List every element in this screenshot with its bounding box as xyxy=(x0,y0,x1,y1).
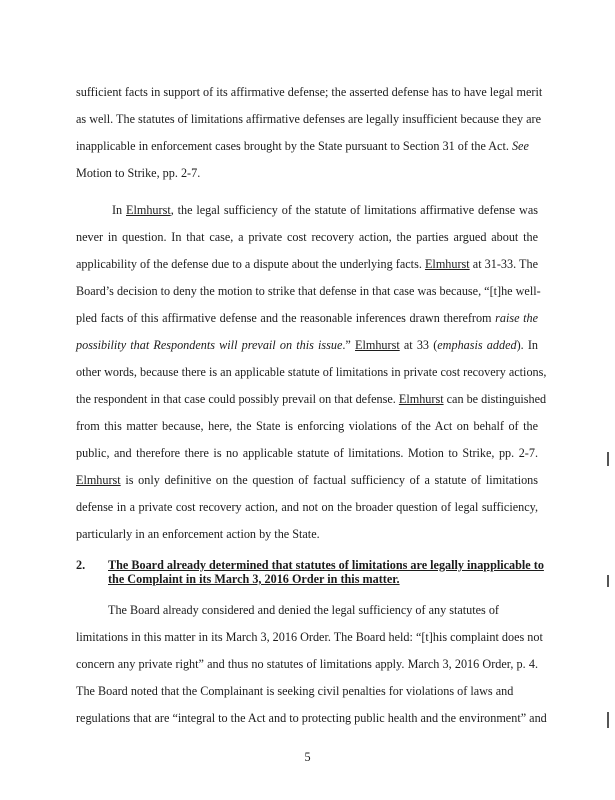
paragraph-2-line-9: from this matter because, here, the State is enforcing violations of the Act on behalf of the xyxy=(76,419,538,433)
paragraph-2-line-6 xyxy=(76,338,538,352)
p2-l6-b: .” xyxy=(342,338,351,352)
paragraph-2-line-12: defense in a private cost recovery action, and not on the broader question of legal sufficiency, xyxy=(76,500,538,514)
p2-l6-c: at 33 ( xyxy=(403,338,438,352)
section-heading-line-1: The Board already determined that statutes of limitations are legally inapplicable to xyxy=(108,558,544,572)
see-signal: See xyxy=(511,139,529,153)
p2-l6-italic: possibility that Respondents will prevail on this issue xyxy=(76,338,343,352)
paragraph-2-line-7: other words, because there is an applicable statute of limitations in private cost recovery actions, xyxy=(76,365,547,379)
p2-l6-d: ). In xyxy=(516,338,539,352)
margin-mark xyxy=(607,452,609,466)
p2-l8-b: can be distinguished xyxy=(446,392,547,406)
p2-l5-italic: raise the xyxy=(495,311,538,325)
paragraph-2-line-8 xyxy=(76,392,547,406)
p2-l3-a: applicability of the defense due to a dispute about the underlying facts. xyxy=(76,257,422,271)
paragraph-1-line-2: as well. The statutes of limitations affirmative defenses are legally insufficient because they are xyxy=(76,112,541,126)
paragraph-2-line-11 xyxy=(76,473,538,487)
paragraph-1-line-4: Motion to Strike, pp. 2-7. xyxy=(76,166,201,180)
case-name-elmhurst: Elmhurst xyxy=(126,203,171,217)
section-number: 2. xyxy=(76,558,86,572)
p2-l11-b: is only definitive on the question of factual sufficiency of a statute of limitations xyxy=(125,473,539,487)
paragraph-2-line-4: Board’s decision to deny the motion to strike that defense in that case was because, “[t]he well- xyxy=(76,284,541,298)
page-number: 5 xyxy=(304,750,311,764)
paragraph-2-line-1 xyxy=(112,203,538,217)
p2-l1-a: In xyxy=(112,203,123,217)
paragraph-3-line-3: concern any private right” and thus no statutes of limitations apply. March 3, 2016 Order, p. 4. xyxy=(76,657,538,671)
paragraph-2-line-5 xyxy=(76,311,538,325)
paragraph-2-line-13: particularly in an enforcement action by the State. xyxy=(76,527,320,541)
paragraph-1-line-3 xyxy=(76,139,529,153)
p2-l1-b: , the legal sufficiency of the statute of limitations affirmative defense was xyxy=(170,203,539,217)
paragraph-1-line-3-text: inapplicable in enforcement cases brought by the State pursuant to Section 31 of the Act. xyxy=(76,139,509,153)
paragraph-2-line-3 xyxy=(76,257,538,271)
paragraph-3-line-1: The Board already considered and denied the legal sufficiency of any statutes of xyxy=(108,603,499,617)
paragraph-2-line-10: public, and therefore there is no applicable statute of limitations. Motion to Strike, pp. 2-7. xyxy=(76,446,538,460)
p2-l3-b: at 31-33. The xyxy=(472,257,538,271)
paragraph-3-line-2: limitations in this matter in its March 3, 2016 Order. The Board held: “[t]his complaint does not xyxy=(76,630,543,644)
case-name-elmhurst: Elmhurst xyxy=(398,392,444,406)
section-heading-line-2: the Complaint in its March 3, 2016 Order in this matter. xyxy=(108,572,400,586)
paragraph-3-line-4: The Board noted that the Complainant is seeking civil penalties for violations of laws and xyxy=(76,684,514,698)
p2-l8-a: the respondent in that case could possibly prevail on that defense. xyxy=(76,392,396,406)
margin-mark xyxy=(607,575,609,587)
emphasis-added: emphasis added xyxy=(437,338,517,352)
case-name-elmhurst: Elmhurst xyxy=(355,338,400,352)
paragraph-3-line-5: regulations that are “integral to the Act and to protecting public health and the environment” and xyxy=(76,711,547,725)
paragraph-1-line-1: sufficient facts in support of its affirmative defense; the asserted defense has to have legal merit xyxy=(76,85,543,99)
case-name-elmhurst: Elmhurst xyxy=(76,473,121,487)
case-name-elmhurst: Elmhurst xyxy=(424,257,470,271)
margin-mark xyxy=(607,712,609,728)
p2-l5-a: pled facts of this affirmative defense and the reasonable inferences drawn therefrom xyxy=(76,311,492,325)
paragraph-2-line-2: never in question. In that case, a private cost recovery action, the parties argued about the xyxy=(76,230,538,244)
